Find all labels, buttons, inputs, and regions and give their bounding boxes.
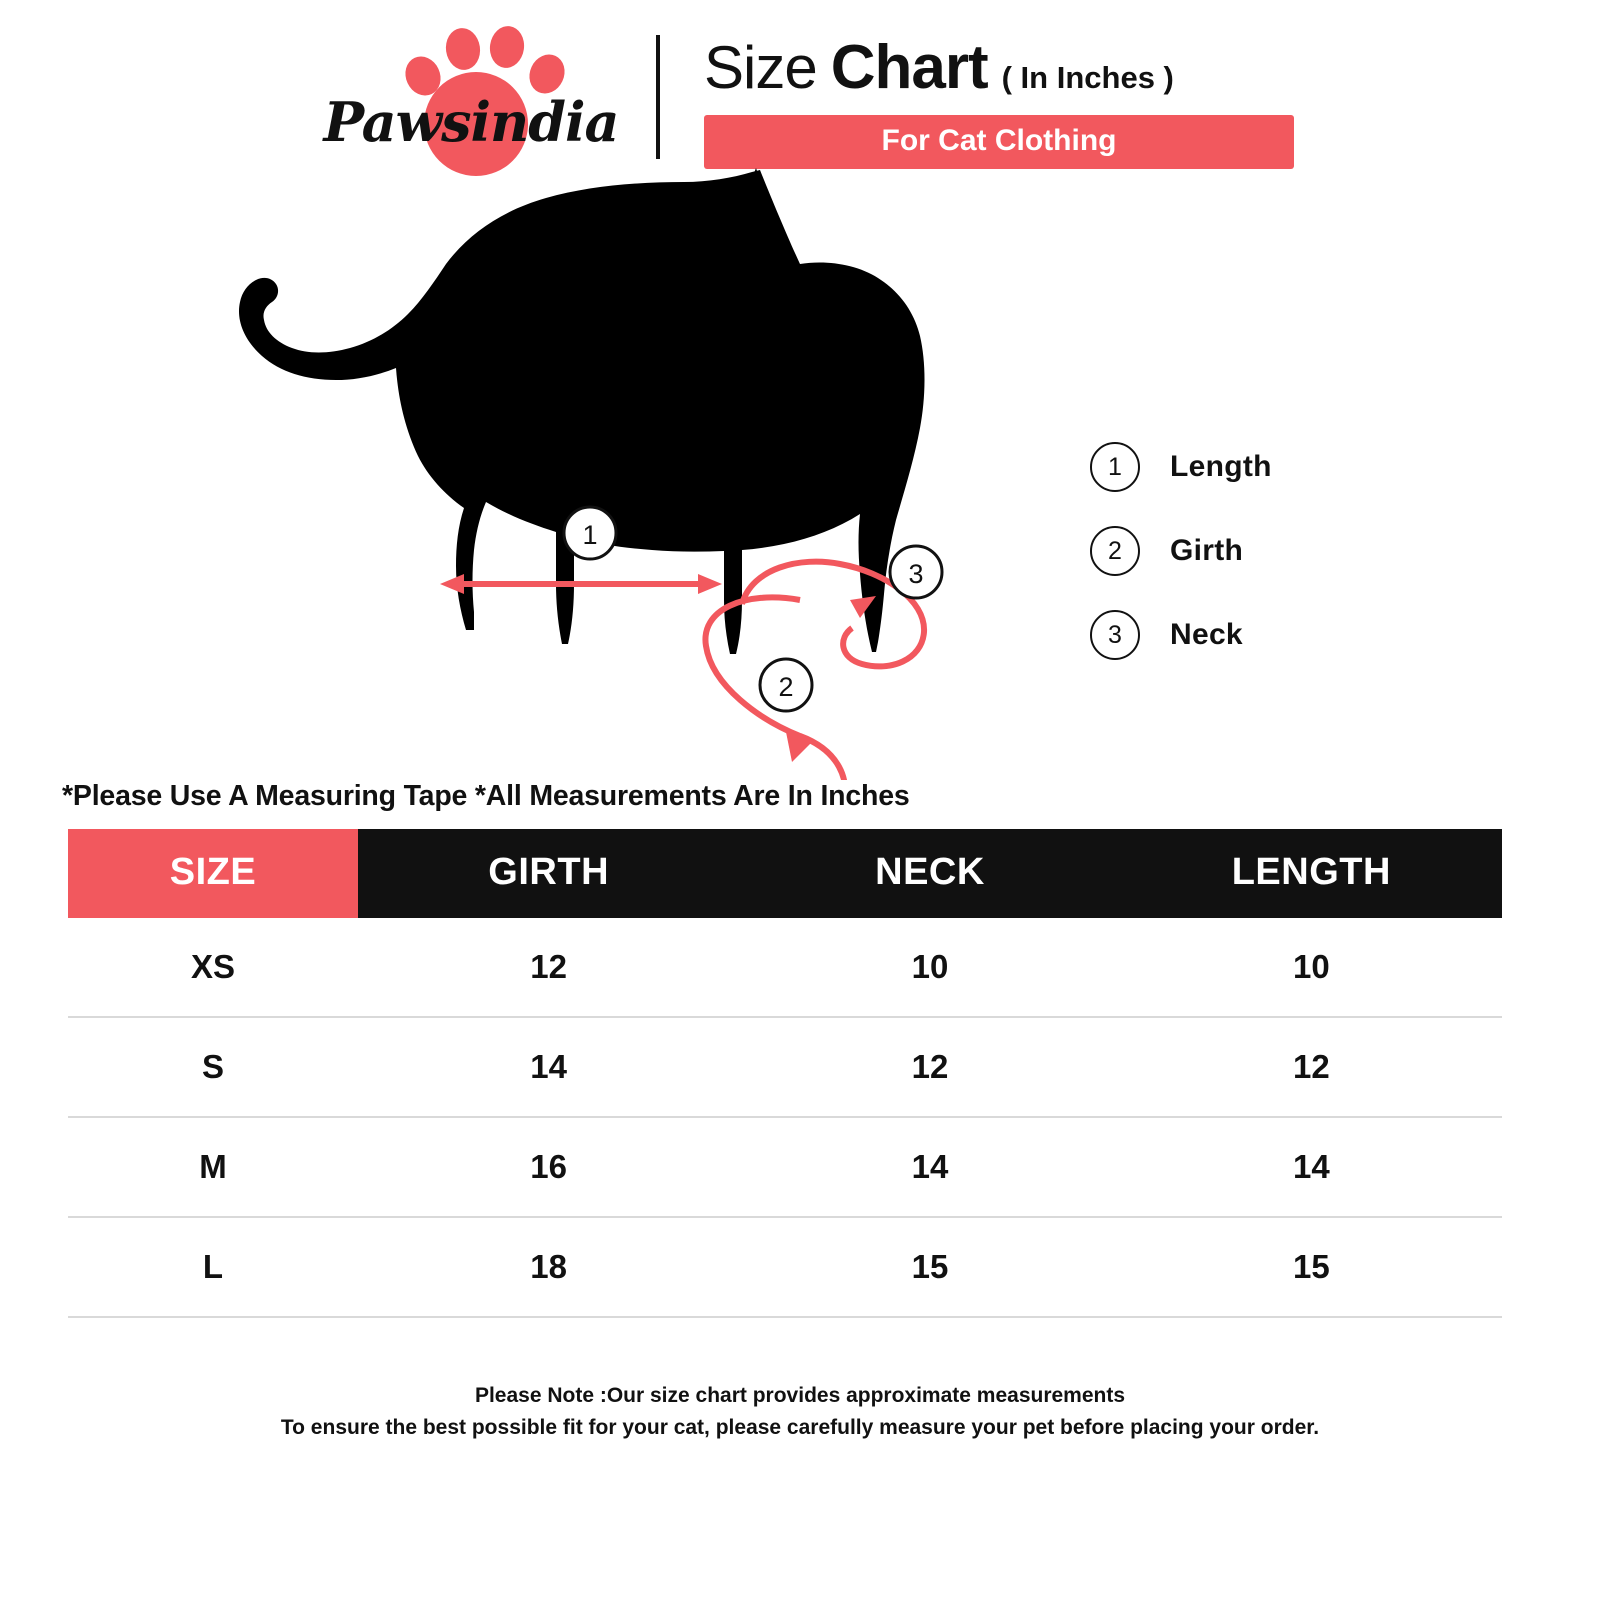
column-header-length: LENGTH [1121,829,1502,918]
size-table [68,829,1502,1318]
column-header-neck: NECK [739,829,1120,918]
column-header-size: SIZE [68,829,358,918]
cell-size: M [68,1117,358,1217]
cell-size: L [68,1217,358,1317]
cell-girth: 18 [358,1217,739,1317]
measurement-illustration [0,160,1600,780]
cell-length: 15 [1121,1217,1502,1317]
paw-toe [487,24,527,70]
table-row [68,1017,1502,1117]
header-divider [656,35,660,159]
header [0,0,1600,160]
table-row [68,918,1502,1017]
page-title-bold: Chart [830,32,988,102]
legend-number: 2 [1090,526,1140,576]
legend-item-neck [1090,593,1272,677]
cell-length: 10 [1121,918,1502,1017]
footer-line-1: Please Note :Our size chart provides approximate measurements [474,1384,1126,1407]
cat-silhouette-icon [0,160,1600,780]
table-row [68,1217,1502,1317]
legend-number: 3 [1090,610,1140,660]
cell-length: 14 [1121,1117,1502,1217]
page-title-unit: ( In Inches ) [1001,59,1174,95]
page-title-thin: Size [704,33,817,101]
brand-logo [306,12,636,182]
cell-neck: 12 [739,1017,1120,1117]
paw-toe [443,26,483,72]
legend [1090,425,1272,677]
subtitle-banner: For Cat Clothing [704,115,1294,169]
table-header-row [68,829,1502,918]
footer-line-2: To ensure the best possible fit for your cat, please carefully measure your pet before placing your order. [280,1415,1320,1439]
cell-girth: 14 [358,1017,739,1117]
svg-text:2: 2 [778,672,794,702]
cell-length: 12 [1121,1017,1502,1117]
cell-neck: 15 [739,1217,1120,1317]
legend-label: Neck [1170,618,1243,651]
size-table-wrapper [0,829,1600,1318]
cell-girth: 12 [358,918,739,1017]
svg-text:3: 3 [908,559,924,589]
legend-item-length [1090,425,1272,509]
cell-size: S [68,1017,358,1117]
cell-size: XS [68,918,358,1017]
measurement-note: *Please Use A Measuring Tape *All Measurements Are In Inches [62,780,910,812]
cell-neck: 14 [739,1117,1120,1217]
footer-note [0,1380,1600,1443]
cell-girth: 16 [358,1117,739,1217]
brand-name: Pawsindia [323,90,619,154]
legend-item-girth [1090,509,1272,593]
cell-neck: 10 [739,918,1120,1017]
legend-label: Girth [1170,534,1244,567]
title-block [704,26,1294,169]
column-header-girth: GIRTH [358,829,739,918]
svg-text:1: 1 [582,520,598,550]
page-title [704,32,1174,103]
legend-label: Length [1170,450,1272,483]
legend-number: 1 [1090,442,1140,492]
table-row [68,1117,1502,1217]
